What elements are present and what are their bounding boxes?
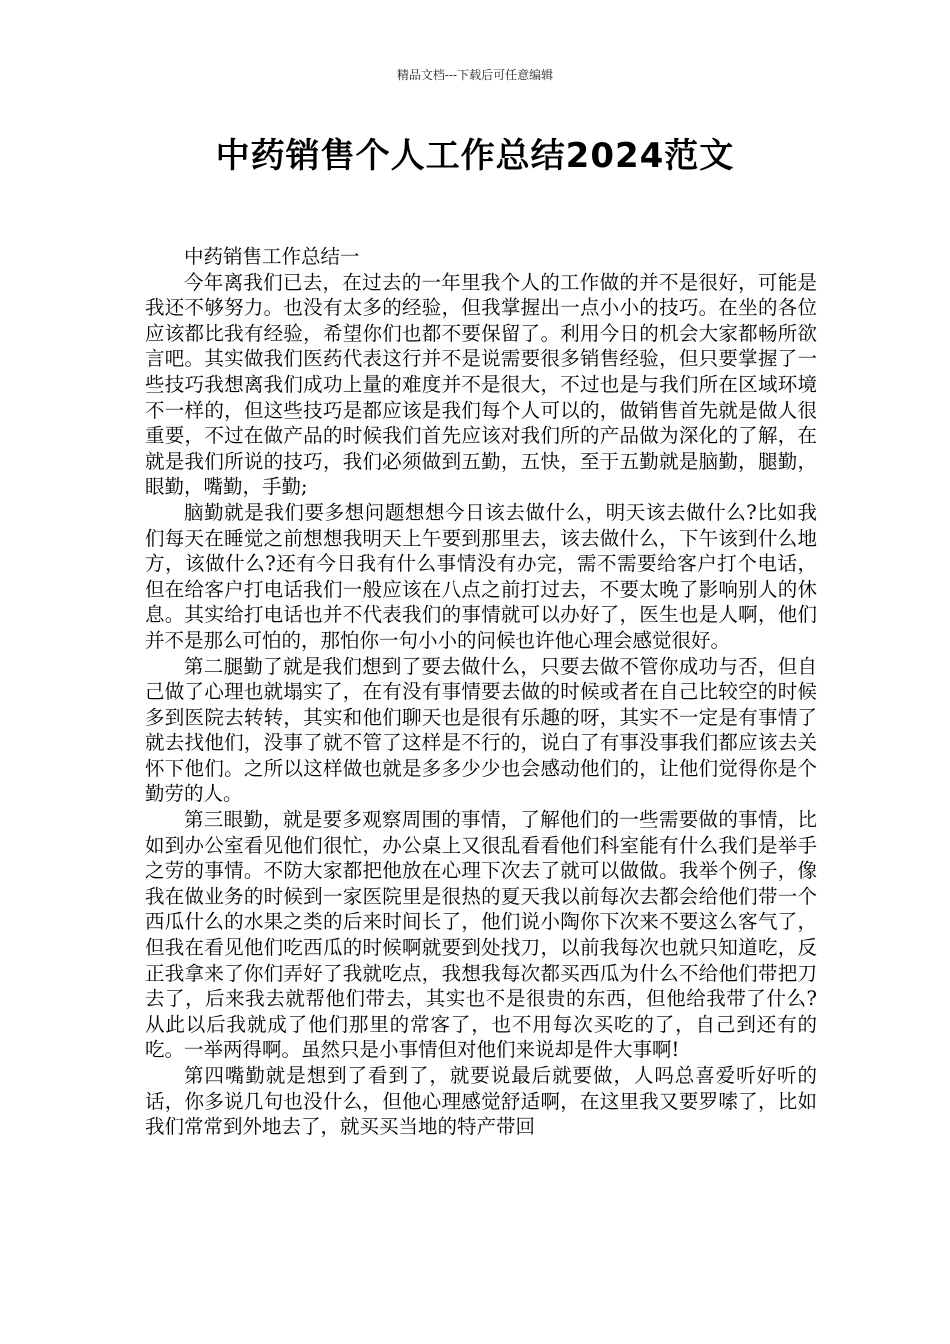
paragraph: 脑勤就是我们要多想问题想想今日该去做什么，明天该去做什么?比如我们每天在睡觉之前想想我明天上午要到那里去，该去做什么，下午该到什么地方，该做什么?还有今日我有什么事情没有办完，需不需要给客户打个电话，但在给客户打电话我们一般应该在八点之前打过去，不要太晚了影响别人的休息。其实给打电话也并不代表我们的事情就可以办好了，医生也是人啊，他们并不是那么可怕的，那怕你一句小小的问候也许他心理会感觉很好。 <box>145 500 817 652</box>
section-heading: 中药销售工作总结一 <box>184 245 360 268</box>
document-body <box>145 244 817 1140</box>
document-title: 中药销售个人工作总结2024范文 <box>215 136 735 176</box>
paragraph: 第二腿勤了就是我们想到了要去做什么，只要去做不管你成功与否，但自己做了心理也就塌实了，在有没有事情要去做的时候或者在自己比较空的时候多到医院去转转，其实和他们聊天也是很有乐趣的呀，其实不一定是有事情了就去找他们，没事了就不管了这样是不行的，说白了有事没事我们都应该去关怀下他们。之所以这样做也就是多多少少也会感动他们的，让他们觉得你是个勤劳的人。 <box>145 654 817 806</box>
paragraph: 今年离我们已去，在过去的一年里我个人的工作做的并不是很好，可能是我还不够努力。也没有太多的经验，但我掌握出一点小小的技巧。在坐的各位应该都比我有经验，希望你们也都不要保留了。利用今日的机会大家都畅所欲言吧。其实做我们医药代表这行并不是说需要很多销售经验，但只要掌握了一些技巧我想离我们成功上量的难度并不是很大，不过也是与我们所在区域环境不一样的，但这些技巧是都应该是我们每个人可以的，做销售首先就是做人很重要，不过在做产品的时候我们首先应该对我们所的产品做为深化的了解，在就是我们所说的技巧，我们必须做到五勤，五快，至于五勤就是脑勤，腿勤，眼勤，嘴勤，手勤; <box>145 270 817 499</box>
header-note: 精品文档---下载后可任意编辑 <box>396 68 554 82</box>
paragraph: 第四嘴勤就是想到了看到了，就要说最后就要做，人吗总喜爱听好听的话，你多说几句也没什么，但他心理感觉舒适啊，在这里我又要罗嗦了，比如我们常常到外地去了，就买买当地的特产带回 <box>145 1064 817 1139</box>
paragraph: 第三眼勤，就是要多观察周围的事情，了解他们的一些需要做的事情，比如到办公室看见他们很忙，办公桌上又很乱看看他们科室能有什么我们是举手之劳的事情。不防大家都把他放在心理下次去了就可以做做。我举个例子，像我在做业务的时候到一家医院里是很热的夏天我以前每次去都会给他们带一个西瓜什么的水果之类的后来时间长了，他们说小陶你下次来不要这么客气了，但我在看见他们吃西瓜的时候啊就要到处找刀，以前我每次也就只知道吃，反正我拿来了你们弄好了我就吃点，我想我每次都买西瓜为什么不给他们带把刀去了，后来我去就帮他们带去，其实也不是很贵的东西，但他给我带了什么?从此以后我就成了他们那里的常客了，也不用每次买吃的了，自己到还有的吃。一举两得啊。虽然只是小事情但对他们来说却是件大事啊! <box>145 808 817 1062</box>
